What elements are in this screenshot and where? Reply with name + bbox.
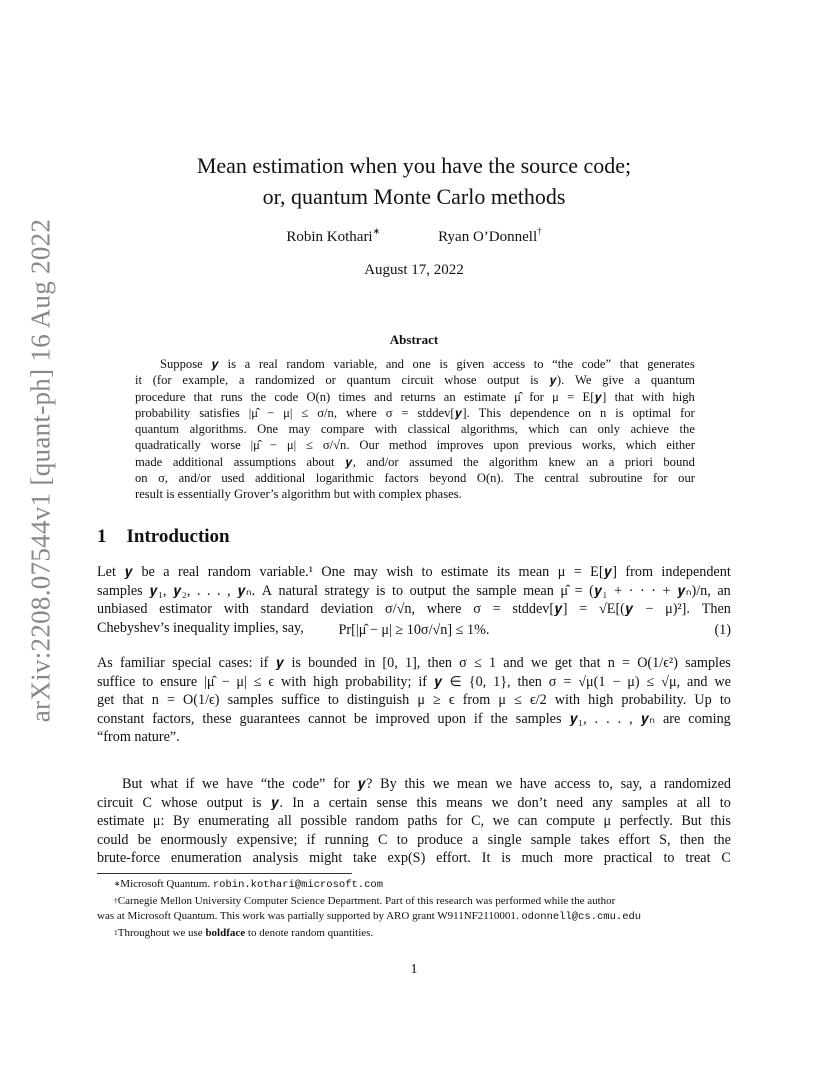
footnote-2-cont: was at Microsoft Quantum. This work was partially supported by ARO grant W911NF2110001. odonnell@cs.cmu.edu: [97, 910, 642, 923]
abstract-body: [135, 356, 695, 503]
section-title: Introduction: [126, 526, 230, 547]
paragraph-line: Let 𝒚 be a real random variable.¹ One may wish to estimate its mean μ = E[𝒚] from independent: [97, 564, 731, 580]
title-line-2: or, quantum Monte Carlo methods: [262, 184, 566, 209]
footnote-email-2[interactable]: odonnell@cs.cmu.edu: [521, 911, 642, 923]
paragraph-line: “from nature”.: [97, 729, 180, 746]
equation-number: (1): [714, 622, 731, 638]
author-1: Robin Kothari∗: [286, 226, 381, 245]
footnote-2: †Carnegie Mellon University Computer Science Department. Part of this research was performed while the author: [114, 894, 616, 907]
paper-title: [100, 150, 728, 212]
abstract-line: procedure that runs the code O(n) times and returns an estimate μ̂ for μ = E[𝒚] that with high: [135, 389, 695, 404]
abstract-line: made additional assumptions about 𝒚, and/or assumed the algorithm knew an a priori bound: [135, 454, 695, 469]
paragraph-line: get that n = O(1/ϵ) samples suffice to distinguish μ ≥ ϵ from μ ≤ ϵ/2 with high probability. Up to: [97, 692, 731, 709]
page-number: 1: [410, 962, 418, 977]
paragraph-line: suffice to ensure |μ̂ − μ| ≤ ϵ with high probability; if 𝒚 ∈ {0, 1}, then σ = √μ(1 − μ) ≤ √μ, and we: [97, 673, 731, 690]
footnotes: [97, 877, 731, 941]
paragraph-source-code: [97, 775, 731, 868]
paragraph-line: estimate μ: By enumerating all possible random paths for C, we can compute μ perfectly. But this: [97, 813, 731, 830]
paragraph-line: But what if we have “the code” for 𝒚? By this we mean we have access to, say, a randomized: [122, 776, 731, 792]
paper-date: August 17, 2022: [364, 262, 464, 278]
paragraph-line: could be enormously expensive; if running C to produce a single sample takes effort S, then the: [97, 831, 731, 848]
equation-formula: Pr[|μ̂ − μ| ≥ 10σ/√n] ≤ 1%.: [338, 622, 490, 638]
arxiv-watermark: [18, 218, 64, 722]
footnote-rule: [97, 873, 352, 874]
author-2: Ryan O’Donnell†: [438, 226, 542, 245]
section-number: 1: [97, 526, 107, 547]
paragraph-line: brute-force enumeration analysis might take exp(S) effort. It is much more practical to treat C: [97, 850, 731, 867]
abstract-line: Suppose 𝒚 is a real random variable, and one is given access to “the code” that generates: [160, 357, 695, 371]
title-line-1: Mean estimation when you have the source code;: [196, 153, 632, 178]
paragraph-special-cases: [97, 654, 731, 747]
abstract-line: on σ, and/or used additional logarithmic factors beyond O(n). The central subroutine for our: [135, 471, 695, 486]
paragraph-line: As familiar special cases: if 𝒚 is bounded in [0, 1], then σ ≤ 1 and we get that n = O(1/ϵ²) samples: [97, 655, 731, 671]
paragraph-line: Chebyshev’s inequality implies, say,: [97, 619, 304, 636]
author-list: [100, 226, 728, 246]
section-heading: [97, 526, 230, 548]
equation-1: [97, 622, 731, 644]
abstract-line: result is essentially Grover’s algorithm but with complex phases.: [135, 487, 462, 502]
abstract-line: quantum algorithms. One may compare with classical algorithms, which can only achieve the: [135, 422, 695, 437]
abstract-heading: Abstract: [389, 332, 439, 347]
paragraph-line: circuit C whose output is 𝒚. In a certain sense this means we don’t need any samples at all to: [97, 794, 731, 811]
abstract-line: quadratically worse |μ̂ − μ| ≤ σ/√n. Our method improves upon previous works, which either: [135, 438, 695, 453]
abstract-line: it (for example, a randomized or quantum circuit whose output is 𝒚). We give a quantum: [135, 373, 695, 388]
paragraph-line: unbiased estimator with standard deviation σ/√n, where σ = stddev[𝒚] = √E[(𝒚 − μ)²]. Then: [97, 601, 731, 618]
paragraph-line: samples 𝒚₁, 𝒚₂, . . . , 𝒚ₙ. A natural strategy is to output the sample mean μ̂ = (𝒚₁ + · · · + 𝒚ₙ)/n, an: [97, 582, 731, 599]
paragraph-line: constant factors, these guarantees cannot be improved upon if the samples 𝒚₁, . . . , 𝒚ₙ are coming: [97, 710, 731, 727]
footnote-3: $^1$Throughout we use boldface to denote random quantities.: [114, 926, 374, 939]
footnote-email-1[interactable]: robin.kothari@microsoft.com: [212, 879, 384, 891]
abstract-line: probability satisfies |μ̂ − μ| ≤ σ/n, where σ = stddev[𝒚]. This dependence on n is optimal for: [135, 405, 695, 420]
footnote-1: ∗Microsoft Quantum. robin.kothari@microsoft.com: [114, 878, 384, 891]
arxiv-id: arXiv:2208.07544v1 [quant-ph] 16 Aug 2022: [25, 218, 56, 722]
